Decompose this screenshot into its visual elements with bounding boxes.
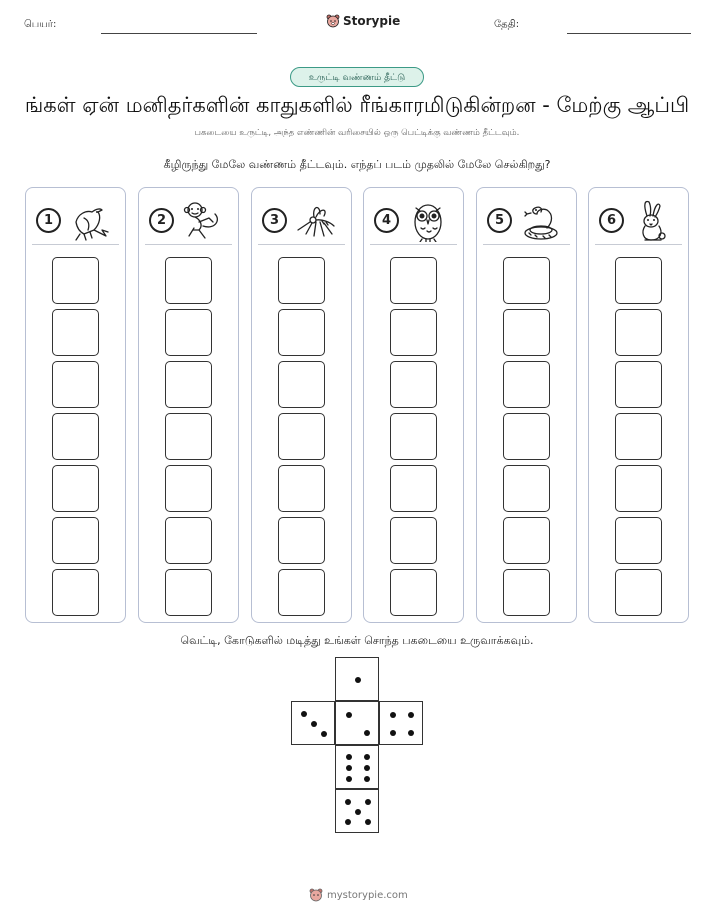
column-header [483,196,570,245]
rabbit-icon [631,200,675,242]
mosquito-icon [294,200,338,242]
instruction-question: கீழிருந்து மேலே வண்ணம் தீட்டவும். எந்தப் படம் முதலில் மேலே செல்கிறது? [163,158,551,171]
dice-face-2 [335,701,379,745]
footer-url[interactable]: mystorypie.com [327,889,408,901]
color-box[interactable] [165,361,212,408]
color-box[interactable] [390,465,437,512]
race-column-5 [476,187,577,623]
color-box[interactable] [278,309,325,356]
pip [355,809,361,815]
pip [346,776,352,782]
color-box[interactable] [52,309,99,356]
color-box[interactable] [278,465,325,512]
color-box[interactable] [52,361,99,408]
color-box[interactable] [615,361,662,408]
activity-badge: உருட்டி வண்ணம் தீட்டு [290,67,424,87]
color-box[interactable] [390,517,437,564]
color-box[interactable] [52,413,99,460]
color-box[interactable] [615,257,662,304]
color-box[interactable] [615,309,662,356]
pip [364,765,370,771]
pip [364,730,370,736]
color-box[interactable] [278,361,325,408]
bear-logo-icon [326,14,340,28]
column-number: 3 [262,208,287,233]
pip [345,819,351,825]
color-box[interactable] [165,309,212,356]
color-box[interactable] [390,361,437,408]
column-header [32,196,119,245]
color-box[interactable] [52,257,99,304]
snake-icon [519,200,563,242]
column-header [145,196,232,245]
bird-icon [68,200,112,242]
column-number: 2 [149,208,174,233]
pip [364,754,370,760]
name-label: பெயர்: [24,19,57,30]
pip [345,799,351,805]
color-box[interactable] [52,465,99,512]
column-header [370,196,457,245]
color-box[interactable] [390,569,437,616]
pip [321,731,327,737]
color-box[interactable] [165,465,212,512]
color-box[interactable] [165,517,212,564]
pip [365,799,371,805]
color-box[interactable] [278,517,325,564]
race-column-4 [363,187,464,623]
color-box[interactable] [503,465,550,512]
color-box[interactable] [503,309,550,356]
color-box[interactable] [503,569,550,616]
color-box[interactable] [503,413,550,460]
dice-face-3 [291,701,335,745]
color-box[interactable] [615,465,662,512]
color-box[interactable] [165,257,212,304]
column-number: 6 [599,208,624,233]
pip [311,721,317,727]
column-header [258,196,345,245]
bear-logo-icon [309,888,323,902]
pip [355,677,361,683]
pip [346,712,352,718]
page-subtitle: பகடையை உருட்டி, அந்த எண்ணின் வரிசையில் ஒரு பெட்டிக்கு வண்ணம் தீட்டவும். [194,128,520,138]
color-box[interactable] [615,413,662,460]
color-box[interactable] [278,569,325,616]
page-title: ங்கள் ஏன் மனிதர்களின் காதுகளில் ரீங்காரமிடுகின்றன - மேற்கு ஆப்பி [24,93,690,117]
color-box[interactable] [390,257,437,304]
race-column-6 [588,187,689,623]
column-number: 5 [487,208,512,233]
color-box[interactable] [390,309,437,356]
name-line[interactable] [101,33,257,34]
race-column-2 [138,187,239,623]
pip [346,754,352,760]
pip [364,776,370,782]
color-box[interactable] [503,517,550,564]
column-header [595,196,682,245]
pip [346,765,352,771]
dice-face-4 [379,701,423,745]
dice-instruction: வெட்டி, கோடுகளில் மடித்து உங்கள் சொந்த பகடையை உருவாக்கவும். [180,634,534,647]
color-box[interactable] [165,413,212,460]
color-box[interactable] [278,413,325,460]
dice-face-1 [335,657,379,701]
owl-icon [406,200,450,242]
color-box[interactable] [503,361,550,408]
pip [301,711,307,717]
date-label: தேதி: [494,19,520,30]
color-box[interactable] [615,517,662,564]
race-column-3 [251,187,352,623]
race-column-1 [25,187,126,623]
pip [365,819,371,825]
color-box[interactable] [278,257,325,304]
dice-face-5 [335,789,379,833]
color-box[interactable] [52,569,99,616]
column-number: 1 [36,208,61,233]
color-box[interactable] [390,413,437,460]
dice-face-6 [335,745,379,789]
monkey-icon [181,200,225,242]
brand-logo [326,14,400,28]
date-line[interactable] [567,33,691,34]
pip [390,730,396,736]
footer [309,888,408,902]
column-number: 4 [374,208,399,233]
color-box[interactable] [165,569,212,616]
color-box[interactable] [52,517,99,564]
brand-name: Storypie [343,14,401,28]
pip [408,712,414,718]
color-box[interactable] [503,257,550,304]
color-box[interactable] [615,569,662,616]
pip [408,730,414,736]
pip [390,712,396,718]
